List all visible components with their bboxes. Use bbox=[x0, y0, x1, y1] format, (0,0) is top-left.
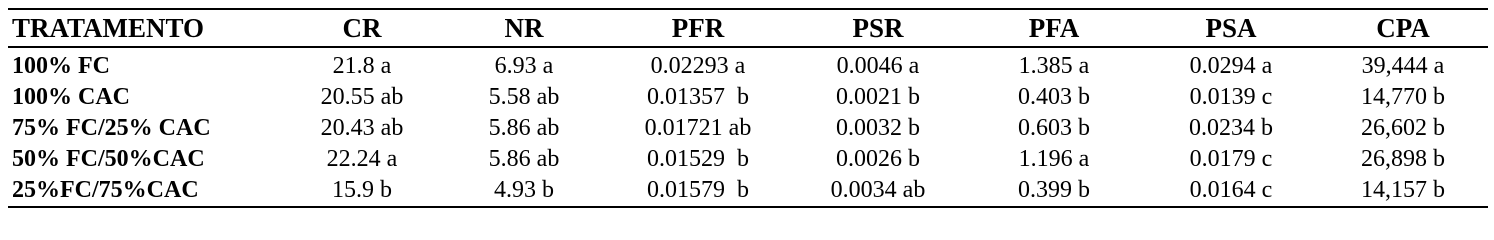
cell-psa: 0.0179 c bbox=[1189, 146, 1273, 172]
table-row bbox=[8, 175, 1488, 207]
cell-nr: 5.86 ab bbox=[488, 146, 560, 172]
table-row bbox=[8, 47, 1488, 82]
cell-cpa: 39,444 a bbox=[1361, 53, 1445, 79]
results-table bbox=[8, 8, 1488, 208]
header-nr: NR bbox=[504, 13, 544, 43]
results-table-container bbox=[8, 8, 1488, 208]
cell-pfr: 0.01579 b bbox=[647, 177, 749, 203]
table-row bbox=[8, 144, 1488, 175]
cell-psr: 0.0032 b bbox=[836, 115, 920, 141]
cell-pfr: 0.01529 b bbox=[647, 146, 749, 172]
cell-pfa: 0.603 b bbox=[1018, 115, 1090, 141]
cell-cpa: 14,157 b bbox=[1361, 177, 1445, 203]
table-row bbox=[8, 82, 1488, 113]
cell-cr: 15.9 b bbox=[332, 177, 392, 203]
cell-psa: 0.0139 c bbox=[1189, 84, 1273, 110]
cell-pfa: 0.399 b bbox=[1018, 177, 1090, 203]
cell-pfr: 0.02293 a bbox=[650, 53, 746, 79]
cell-psr: 0.0026 b bbox=[836, 146, 920, 172]
row-label: 75% FC/25% CAC bbox=[12, 115, 211, 141]
row-label: 100% CAC bbox=[12, 84, 130, 110]
cell-psr: 0.0021 b bbox=[836, 84, 920, 110]
row-label: 100% FC bbox=[12, 53, 110, 79]
cell-cr: 21.8 a bbox=[332, 53, 392, 79]
row-label: 50% FC/50%CAC bbox=[12, 146, 205, 172]
cell-psr: 0.0034 ab bbox=[830, 177, 926, 203]
cell-nr: 4.93 b bbox=[494, 177, 554, 203]
header-psa: PSA bbox=[1205, 13, 1257, 43]
cell-psr: 0.0046 a bbox=[836, 53, 920, 79]
cell-nr: 5.86 ab bbox=[488, 115, 560, 141]
header-psr: PSR bbox=[852, 13, 904, 43]
cell-cpa: 26,602 b bbox=[1361, 115, 1445, 141]
cell-pfa: 0.403 b bbox=[1018, 84, 1090, 110]
cell-pfr: 0.01721 ab bbox=[644, 115, 752, 141]
cell-nr: 5.58 ab bbox=[488, 84, 560, 110]
header-cpa: CPA bbox=[1376, 13, 1430, 43]
table-header-row bbox=[8, 9, 1488, 47]
cell-nr: 6.93 a bbox=[494, 53, 554, 79]
row-label: 25%FC/75%CAC bbox=[12, 177, 199, 203]
cell-cr: 20.55 ab bbox=[320, 84, 404, 110]
header-tratamento: TRATAMENTO bbox=[12, 13, 205, 43]
header-pfr: PFR bbox=[671, 13, 725, 43]
cell-psa: 0.0164 c bbox=[1189, 177, 1273, 203]
cell-psa: 0.0234 b bbox=[1189, 115, 1273, 141]
header-cr: CR bbox=[342, 13, 382, 43]
cell-cr: 22.24 a bbox=[326, 146, 398, 172]
cell-pfr: 0.01357 b bbox=[647, 84, 749, 110]
header-pfa: PFA bbox=[1028, 13, 1080, 43]
table-row bbox=[8, 113, 1488, 144]
cell-pfa: 1.385 a bbox=[1018, 53, 1090, 79]
cell-psa: 0.0294 a bbox=[1189, 53, 1273, 79]
cell-cpa: 26,898 b bbox=[1361, 146, 1445, 172]
cell-pfa: 1.196 a bbox=[1018, 146, 1090, 172]
cell-cpa: 14,770 b bbox=[1361, 84, 1445, 110]
cell-cr: 20.43 ab bbox=[320, 115, 404, 141]
